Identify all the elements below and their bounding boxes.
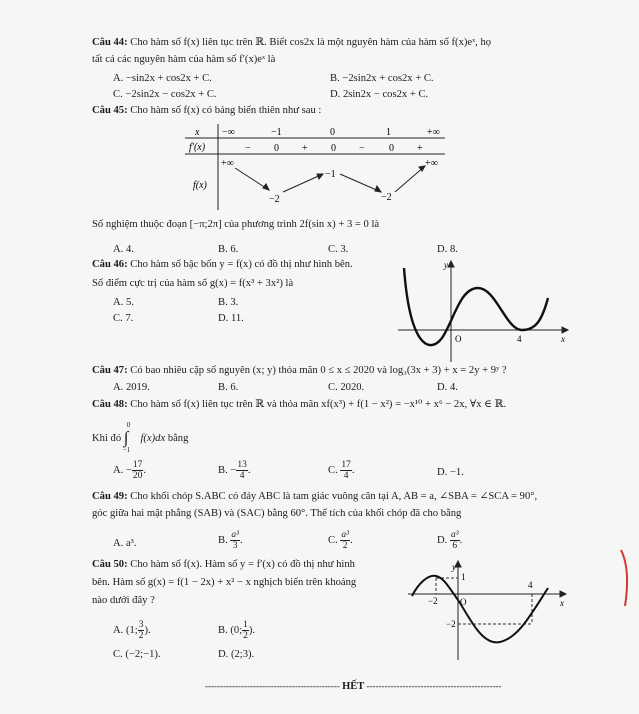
q47-option-c: C. 2020. [328, 382, 365, 393]
q47-label: Câu 47: [92, 365, 128, 376]
table-x-1: −1 [271, 127, 282, 138]
q46-line2: Số điểm cực trị của hàm số g(x) = f(x³ + 3x²) là [92, 278, 294, 289]
q44-option-b: B. −2sin2x + cos2x + C. [330, 73, 434, 84]
integral-sign: 0 ∫ −1 [124, 429, 138, 445]
q50-option-b: B. (0; $\frac{1}{2}$ ). [218, 620, 256, 641]
table-sign-3: 0 [331, 143, 336, 154]
q49-line1 [92, 490, 537, 503]
table-f-2: −1 [325, 169, 336, 180]
q50-option-d: D. (2;3). [218, 649, 255, 660]
q46-origin-label: O [455, 334, 462, 344]
table-x-0: −∞ [222, 127, 235, 138]
footer-het: HẾT [342, 681, 365, 692]
q47-option-d: D. 4. [437, 382, 458, 393]
q48-option-d: D. −1. [437, 467, 464, 478]
q48-khi-do: Khi đó [92, 433, 122, 444]
q45-line2: Số nghiệm thuộc đoạn [−π;2π] của phương trình 2f(sin x) + 3 = 0 là [92, 219, 380, 230]
q48-option-a: A. − $\frac{17}{20}$ . [113, 460, 147, 481]
q44-text1: Cho hàm số f(x) liên tục trên ℝ. Biết cos2x là một nguyên hàm của hàm số f(x)eˣ, họ [130, 37, 492, 48]
q46-four-label: 4 [517, 334, 522, 344]
table-f-0: +∞ [221, 158, 234, 169]
q45-option-c: C. 3. [328, 244, 349, 255]
quartic-graph [398, 258, 570, 362]
q49-line2: góc giữa hai mặt phẳng (SAB) và (SAC) bằng 60°. Thể tích của khối chóp đã cho bằng [92, 508, 462, 519]
q45-option-d: D. 8. [437, 244, 458, 255]
q48-text1: Cho hàm số f(x) liên tục trên ℝ và thỏa mãn xf(x³) + f(1 − x²) = −x¹⁰ + x⁶ − 2x, ∀x ∈ ℝ. [130, 399, 507, 410]
q49-text1: Cho khối chóp S.ABC có đáy ABC là tam giác vuông cân tại A, AB = a, ∠SBA = ∠SCA = 90°, [130, 491, 538, 502]
table-x-4: +∞ [427, 127, 440, 138]
q50-four-label: 4 [528, 580, 533, 590]
q47-line1 [92, 364, 507, 377]
q46-text1: Cho hàm số bậc bốn y = f(x) có đồ thị như hình bên. [130, 259, 353, 270]
q50-label: Câu 50: [92, 559, 128, 570]
q45-line1 [92, 104, 321, 117]
q50-option-a: A. (1; $\frac{3}{2}$ ). [113, 620, 151, 641]
table-f-4: +∞ [425, 158, 438, 169]
table-sign-6: + [417, 143, 423, 154]
q50-neg2y-label: −2 [446, 619, 456, 629]
q46-option-c: C. 7. [113, 313, 134, 324]
q45-option-a: A. 4. [113, 244, 134, 255]
table-f-3: −2 [381, 192, 392, 203]
q46-y-label: y [444, 260, 448, 270]
table-f-1: −2 [269, 194, 280, 205]
q44-option-a: A. −sin2x + cos2x + C. [113, 73, 212, 84]
q50-option-c: C. (−2;−1). [113, 649, 161, 660]
red-pen-mark [619, 548, 631, 610]
q50-neg2x-label: −2 [428, 596, 438, 606]
derivative-graph [408, 560, 568, 660]
table-fp-label: f′(x) [189, 142, 206, 153]
q44-label: Câu 44: [92, 37, 128, 48]
q49-option-c: C. $\frac{\text{a³}}{2}$ . [328, 530, 353, 551]
q44-line2: tất cả các nguyên hàm của hàm số f′(x)eˣ là [92, 54, 276, 65]
footer [205, 680, 501, 693]
variation-table [185, 122, 445, 210]
q50-text1: Cho hàm số f(x). Hàm số y = f′(x) có đồ thị như hình [130, 559, 355, 570]
q46-option-a: A. 5. [113, 297, 134, 308]
q46-x-label: x [561, 334, 565, 344]
integral-body: f(x)dx [140, 433, 166, 444]
q46-option-d: D. 11. [218, 313, 244, 324]
table-x-3: 1 [386, 127, 391, 138]
q49-option-d: D. $\frac{\text{a³}}{6}$ . [437, 530, 463, 551]
q45-option-b: B. 6. [218, 244, 239, 255]
q48-option-c: C. $\frac{17}{4}$ . [328, 460, 355, 481]
q44-line1 [92, 36, 491, 49]
q44-option-c: C. −2sin2x − cos2x + C. [113, 89, 217, 100]
q50-line3: nào dưới đây ? [92, 595, 155, 606]
q50-origin-label: O [460, 597, 467, 607]
table-f-label: f(x) [193, 180, 207, 191]
q47-option-b: B. 6. [218, 382, 239, 393]
table-sign-0: − [245, 143, 251, 154]
footer-dashes-left: --------------------------------------------- [205, 681, 340, 691]
table-x-2: 0 [330, 127, 335, 138]
table-sign-1: 0 [274, 143, 279, 154]
q48-line2 [92, 421, 189, 454]
q50-line1 [92, 558, 355, 571]
integral-upper: 0 [126, 421, 131, 429]
q49-option-a: A. a³. [113, 538, 137, 549]
q49-label: Câu 49: [92, 491, 128, 502]
q47-option-a: A. 2019. [113, 382, 150, 393]
q48-label: Câu 48: [92, 399, 128, 410]
integral-lower: −1 [122, 446, 131, 454]
q45-text1: Cho hàm số f(x) có bảng biến thiên như sau : [130, 105, 322, 116]
table-sign-2: + [302, 143, 308, 154]
q46-line1 [92, 258, 353, 271]
q50-line2: bên. Hàm số g(x) = f(1 − 2x) + x² − x nghịch biến trên khoảng [92, 577, 357, 588]
q46-label: Câu 46: [92, 259, 128, 270]
table-x-label: x [195, 127, 200, 138]
table-sign-4: − [359, 143, 365, 154]
q45-label: Câu 45: [92, 105, 128, 116]
q49-option-b: B. $\frac{\text{a³}}{3}$ . [218, 530, 243, 551]
q50-y-label: y [452, 562, 456, 572]
q46-option-b: B. 3. [218, 297, 239, 308]
q50-x-label: x [560, 598, 564, 608]
q50-one-label: 1 [461, 572, 466, 582]
q48-bang: bằng [167, 433, 189, 444]
q44-option-d: D. 2sin2x − cos2x + C. [330, 89, 429, 100]
q48-option-b: B. − $\frac{13}{4}$ . [218, 460, 251, 481]
q48-line1 [92, 398, 506, 411]
table-sign-5: 0 [389, 143, 394, 154]
q47-text1: Có bao nhiêu cặp số nguyên (x; y) thỏa mãn 0 ≤ x ≤ 2020 và log₃(3x + 3) + x = 2y + 9ʸ ? [130, 365, 507, 376]
footer-dashes-right: --------------------------------------------- [366, 681, 502, 691]
